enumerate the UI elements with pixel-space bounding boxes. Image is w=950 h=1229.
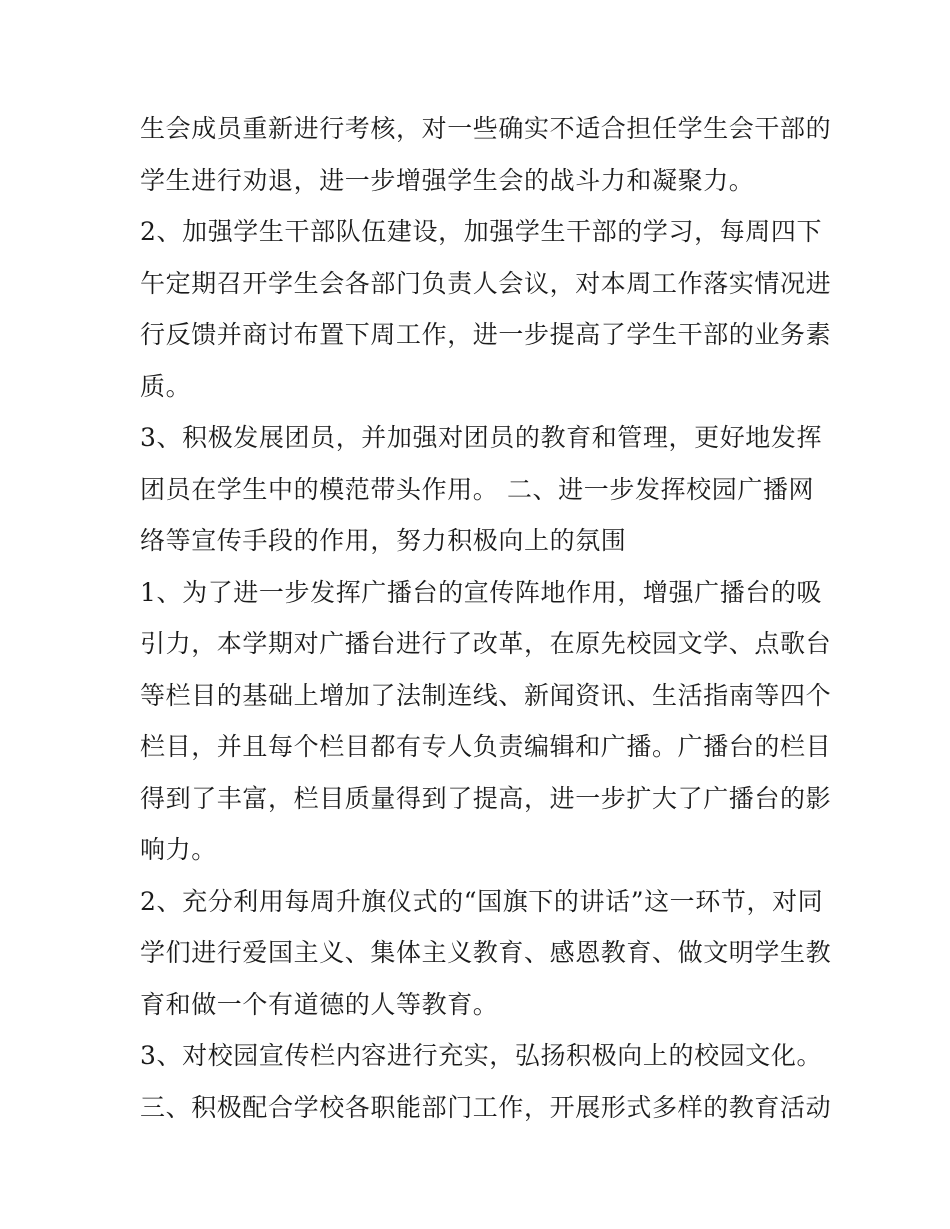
text-line: 3、对校园宣传栏内容进行充实，弘扬积极向上的校园文化。 xyxy=(140,1041,823,1070)
text-line: 质。 xyxy=(140,371,192,401)
document-body xyxy=(140,103,832,1133)
text-line: 3、积极发展团员，并加强对团员的教育和管理，更好地发挥 xyxy=(140,423,823,452)
text-line: 育和做一个有道德的人等教育。 xyxy=(140,989,499,1019)
text-line: 团员在学生中的模范带头作用。 二、进一步发挥校园广播网 xyxy=(140,474,815,504)
text-line: 午定期召开学生会各部门负责人会议，对本周工作落实情况进 xyxy=(140,268,832,298)
text-line: 2、加强学生干部队伍建设，加强学生干部的学习，每周四下 xyxy=(140,217,823,246)
text-line: 行反馈并商讨布置下周工作，进一步提高了学生干部的业务素 xyxy=(140,320,832,349)
text-line: 学们进行爱国主义、集体主义教育、感恩教育、做文明学生教 xyxy=(140,938,832,967)
text-line: 学生进行劝退，进一步增强学生会的战斗力和凝聚力。 xyxy=(140,165,755,195)
text-line: 1、为了进一步发挥广播台的宣传阵地作用，增强广播台的吸 xyxy=(140,577,823,607)
text-line: 引力，本学期对广播台进行了改革，在原先校园文学、点歌台 xyxy=(140,629,832,658)
text-line: 生会成员重新进行考核，对一些确实不适合担任学生会干部的 xyxy=(140,114,832,143)
text-line: 等栏目的基础上增加了法制连线、新闻资讯、生活指南等四个 xyxy=(140,680,832,710)
text-line: 2、充分利用每周升旗仪式的“国旗下的讲话”这一环节，对同 xyxy=(140,886,824,916)
text-line: 栏目，并且每个栏目都有专人负责编辑和广播。广播台的栏目 xyxy=(140,732,832,761)
text-line: 响力。 xyxy=(140,835,217,864)
text-line: 三、积极配合学校各职能部门工作，开展形式多样的教育活动 xyxy=(140,1092,832,1122)
text-line: 络等宣传手段的作用，努力积极向上的氛围 xyxy=(140,526,627,555)
text-line: 得到了丰富，栏目质量得到了提高，进一步扩大了广播台的影 xyxy=(140,783,832,813)
